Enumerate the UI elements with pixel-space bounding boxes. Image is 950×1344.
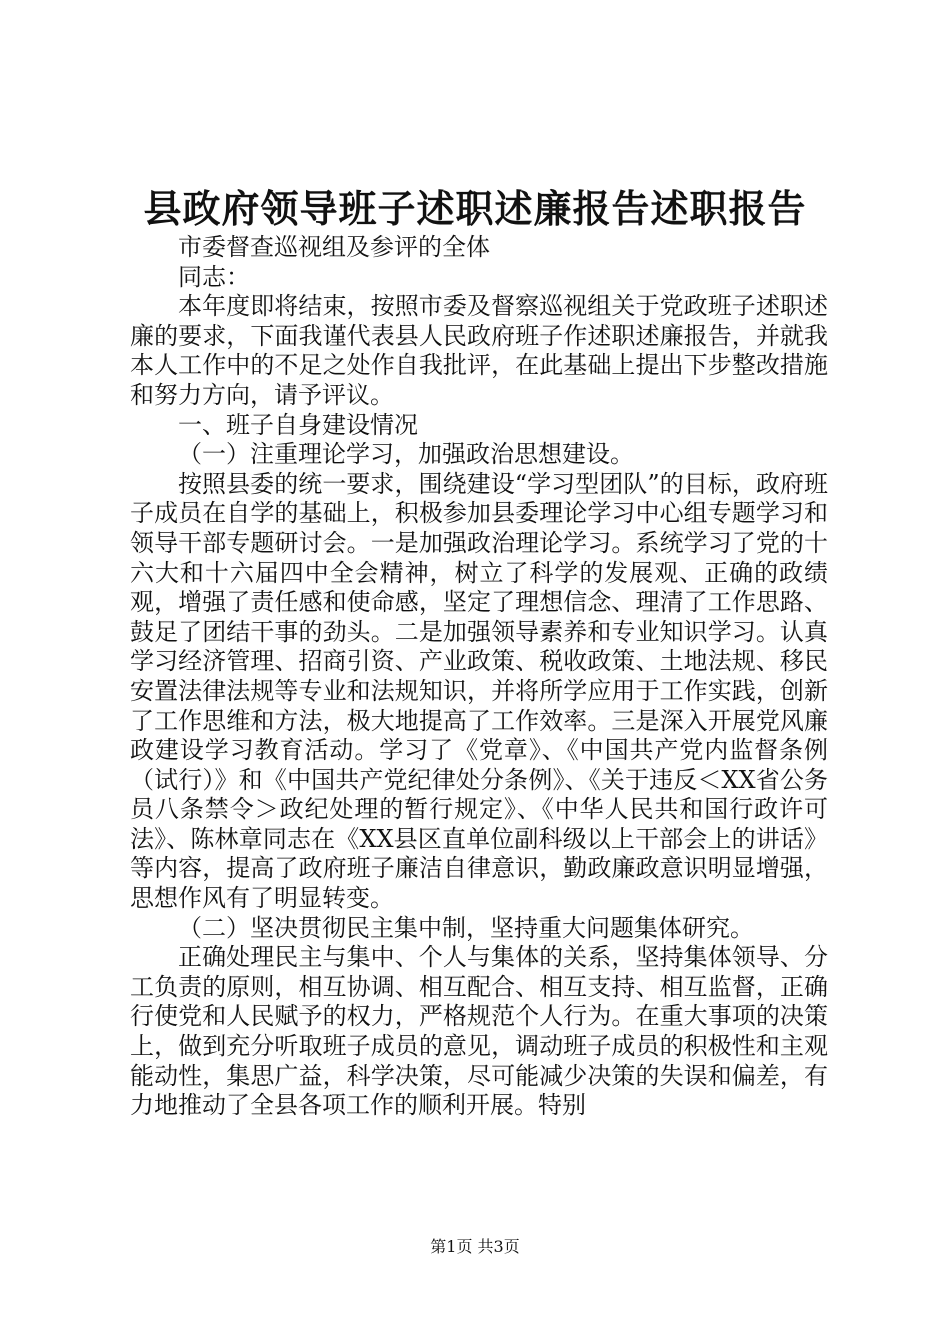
body-paragraph-1: 按照县委的统一要求，围绕建设“学习型团队”的目标，政府班子成员在自学的基础上，积极参加县委理论学习中心组专题学习和领导干部专题研讨会。一是加强政治理论学习。系统学习了党的十六大和十六届四中全会精神，树立了科学的发展观、正确的政绩观，增强了责任感和使命感，坚定了理想信念、理清了工作思路、鼓足了团结干事的劲头。二是加强领导素养和专业知识学习。认真学习经济管理、招商引资、产业政策、税收政策、土地法规、移民安置法律法规等专业和法规知识，并将所学应用于工作实践，创新了工作思维和方法，极大地提高了工作效率。三是深入开展党风廉政建设学习教育活动。学习了《党章》、《中国共产党内监督条例（试行）》和《中国共产党纪律处分条例》、《关于违反＜XX省公务员八条禁令＞政纪处理的暂行规定》、《中华人民共和国行政许可法》、陈林章同志在《XX县区直单位副科级以上干部会上的讲话》等内容，提高了政府班子廉洁自律意识，勤政廉政意识明显增强，思想作风有了明显转变。 <box>130 469 828 913</box>
page-number-footer: 第1页 共3页 <box>430 1237 520 1256</box>
body-paragraph-2: 正确处理民主与集中、个人与集体的关系，坚持集体领导、分工负责的原则，相互协调、相互配合、相互支持、相互监督，正确行使党和人民赋予的权力，严格规范个人行为。在重大事项的决策上，做到充分听取班子成员的意见，调动班子成员的积极性和主观能动性，集思广益，科学决策，尽可能减少决策的失误和偏差，有力地推动了全县各项工作的顺利开展。特别 <box>130 943 828 1120</box>
salutation-line-1: 市委督查巡视组及参评的全体 <box>178 233 490 261</box>
intro-paragraph: 本年度即将结束，按照市委及督察巡视组关于党政班子述职述廉的要求，下面我谨代表县人民政府班子作述职述廉报告，并就我本人工作中的不足之处作自我批评，在此基础上提出下步整改措施和努力方向，请予评议。 <box>130 292 828 409</box>
subsection-heading-1: （一）注重理论学习，加强政治思想建设。 <box>178 440 634 469</box>
salutation-line-2: 同志： <box>178 262 250 291</box>
subsection-heading-2: （二）坚决贯彻民主集中制，坚持重大问题集体研究。 <box>178 913 754 942</box>
section-heading-1: 一、班子自身建设情况 <box>178 410 418 439</box>
document-body <box>130 233 828 1121</box>
document-title: 县政府领导班子述职述廉报告述职报告 <box>143 186 807 231</box>
